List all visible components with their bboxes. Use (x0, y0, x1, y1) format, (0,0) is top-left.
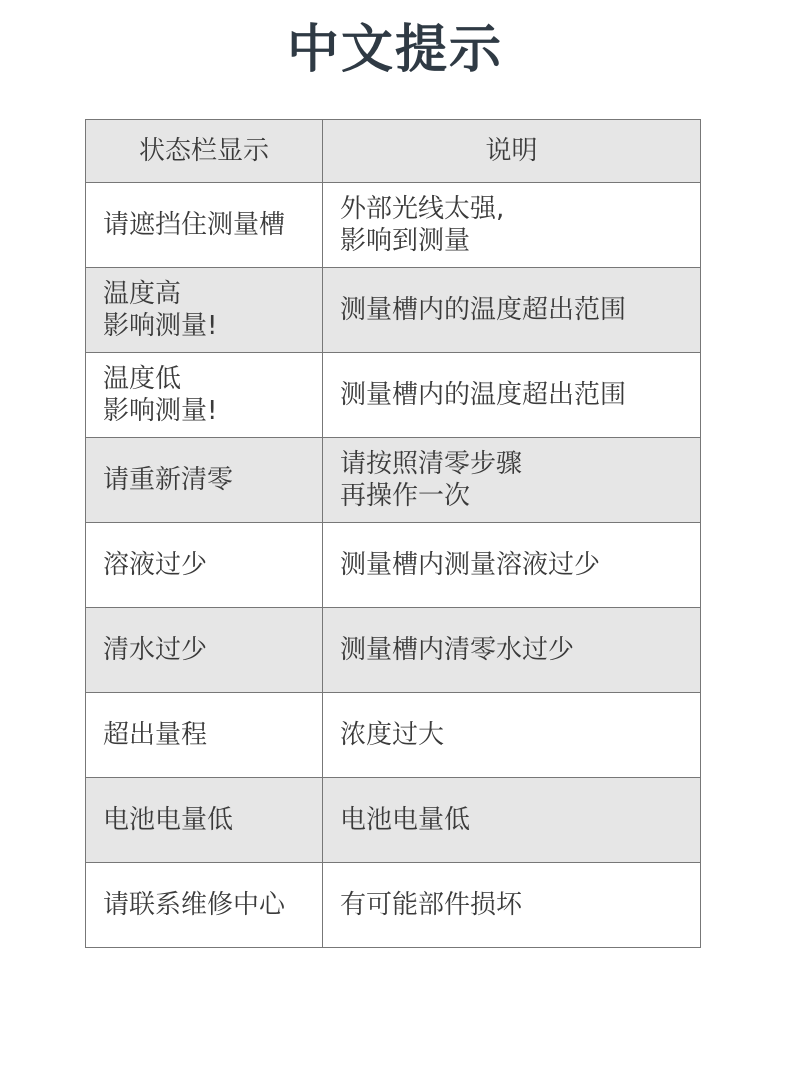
status-text: 请重新清零 (103, 465, 234, 495)
description-text: 测量槽内的温度超出范围 (340, 380, 627, 410)
status-cell (86, 608, 323, 693)
description-cell (323, 523, 701, 608)
table-row (86, 183, 701, 268)
description-cell (323, 353, 701, 438)
description-cell (323, 438, 701, 523)
status-cell (86, 268, 323, 353)
status-text: 温度高 影响测量! (103, 279, 218, 341)
description-cell (323, 183, 701, 268)
description-cell (323, 863, 701, 948)
status-cell (86, 863, 323, 948)
status-message-table (85, 119, 701, 948)
status-cell (86, 353, 323, 438)
status-cell (86, 183, 323, 268)
description-text: 测量槽内的温度超出范围 (340, 295, 627, 325)
description-text: 电池电量低 (340, 805, 471, 835)
header-description: 说明 (323, 120, 701, 183)
description-text: 请按照清零步骤 再操作一次 (340, 449, 523, 511)
table-row (86, 268, 701, 353)
status-text: 溶液过少 (103, 550, 208, 580)
status-cell (86, 693, 323, 778)
description-text: 浓度过大 (340, 720, 445, 750)
status-cell (86, 523, 323, 608)
status-text: 清水过少 (103, 635, 208, 665)
status-text: 请遮挡住测量槽 (103, 210, 286, 240)
table-row (86, 693, 701, 778)
description-cell (323, 778, 701, 863)
description-text: 有可能部件损坏 (340, 890, 523, 920)
page-title: 中文提示 (286, 20, 503, 80)
description-cell (323, 608, 701, 693)
description-text: 测量槽内清零水过少 (340, 635, 575, 665)
table-row (86, 863, 701, 948)
table-row (86, 608, 701, 693)
header-status-display: 状态栏显示 (86, 120, 323, 183)
table-row (86, 523, 701, 608)
table-header-row (86, 120, 701, 183)
status-text: 超出量程 (103, 720, 208, 750)
status-cell (86, 438, 323, 523)
status-text: 电池电量低 (103, 805, 234, 835)
table-row (86, 353, 701, 438)
status-text: 请联系维修中心 (103, 890, 286, 920)
status-text: 温度低 影响测量! (103, 364, 218, 426)
table-row (86, 778, 701, 863)
table-row (86, 438, 701, 523)
description-cell (323, 268, 701, 353)
description-cell (323, 693, 701, 778)
status-cell (86, 778, 323, 863)
description-text: 测量槽内测量溶液过少 (340, 550, 601, 580)
description-text: 外部光线太强, 影响到测量 (340, 194, 505, 256)
